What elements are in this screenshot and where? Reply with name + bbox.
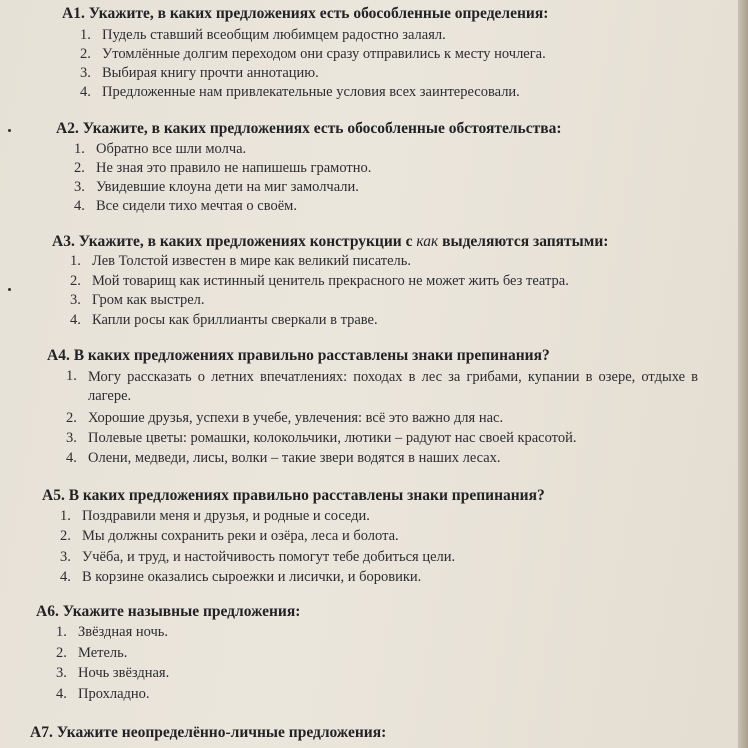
option-number: 1. <box>74 141 85 157</box>
option-text: Капли росы как бриллианты сверкали в траве. <box>92 312 378 328</box>
answer-option <box>80 46 546 63</box>
option-number: 1. <box>80 27 91 43</box>
option-number: 4. <box>66 450 77 466</box>
option-number: 1. <box>60 508 71 524</box>
option-text: Гром как выстрел. <box>92 292 205 308</box>
answer-option <box>66 410 503 427</box>
option-text: Мой товарищ как истинный ценитель прекрасного не может жить без театра. <box>92 273 569 289</box>
option-text: Могу рассказать о летних впечатлениях: походах в лес за грибами, купании в озере, отдыхе в лагере. <box>88 369 698 404</box>
option-text: Мы должны сохранить реки и озёра, леса и болота. <box>82 528 399 544</box>
option-number: 3. <box>74 179 85 195</box>
option-number: 3. <box>66 430 77 446</box>
option-number: 2. <box>56 645 67 661</box>
answer-option <box>56 686 150 703</box>
option-number: 3. <box>60 549 71 565</box>
option-number: 1. <box>66 368 77 384</box>
option-number: 1. <box>70 253 81 269</box>
option-number: 3. <box>56 665 67 681</box>
answer-option <box>74 160 371 177</box>
answer-option <box>80 84 520 101</box>
question-title: А7. Укажите неопределённо-личные предложения: <box>30 724 387 741</box>
question-title: А4. В каких предложениях правильно расставлены знаки препинания? <box>47 347 550 364</box>
option-text: Поздравили меня и друзья, и родные и соседи. <box>82 508 370 524</box>
answer-option <box>60 549 455 566</box>
answer-option <box>74 198 297 215</box>
option-number: 4. <box>60 569 71 585</box>
paper-mark <box>8 129 11 132</box>
question-title: А5. В каких предложениях правильно расставлены знаки препинания? <box>42 487 545 504</box>
option-number: 1. <box>56 624 67 640</box>
answer-option <box>60 508 370 525</box>
option-text: Прохладно. <box>78 686 150 702</box>
option-text: Звёздная ночь. <box>78 624 169 640</box>
option-number: 4. <box>56 686 67 702</box>
option-number: 4. <box>70 312 81 328</box>
option-number: 3. <box>80 65 91 81</box>
option-number: 2. <box>60 528 71 544</box>
title-emphasis: как <box>416 233 439 250</box>
option-text: Лев Толстой известен в мире как великий писатель. <box>92 253 412 269</box>
answer-option <box>74 179 359 196</box>
option-text: Ночь звёздная. <box>78 665 170 681</box>
option-number: 2. <box>70 273 81 289</box>
option-text: Полевые цветы: ромашки, колокольчики, лютики – радуют нас своей красотой. <box>88 430 577 446</box>
option-text: Обратно все шли молча. <box>96 141 247 157</box>
option-number: 3. <box>70 292 81 308</box>
answer-option <box>56 624 168 641</box>
answer-option <box>70 253 411 270</box>
option-text: Метель. <box>78 645 128 661</box>
option-text: Выбирая книгу прочти аннотацию. <box>102 65 319 81</box>
answer-option <box>66 368 698 406</box>
question-title <box>52 233 608 251</box>
option-number: 2. <box>74 160 85 176</box>
answer-option <box>66 430 576 447</box>
option-text: Олени, медведи, лисы, волки – такие звери водятся в наших лесах. <box>88 450 501 466</box>
option-text: Утомлённые долгим переходом они сразу отправились к месту ночлега. <box>102 46 546 62</box>
option-text: Хорошие друзья, успехи в учебе, увлечения: всё это важно для нас. <box>88 410 504 426</box>
option-number: 2. <box>80 46 91 62</box>
question-title: А2. Укажите, в каких предложениях есть обособленные обстоятельства: <box>56 120 562 137</box>
answer-option <box>74 141 246 158</box>
option-text: Все сидели тихо мечтая о своём. <box>96 198 297 214</box>
answer-option <box>70 292 205 309</box>
answer-option <box>70 273 569 290</box>
question-title: А6. Укажите назывные предложения: <box>36 603 301 620</box>
option-number: 2. <box>66 410 77 426</box>
option-text: Увидевшие клоуна дети на миг замолчали. <box>96 179 359 195</box>
answer-option <box>60 569 421 586</box>
option-text: Предложенные нам привлекательные условия всех заинтересовали. <box>102 84 520 100</box>
answer-option <box>56 645 127 662</box>
answer-option <box>70 312 378 329</box>
option-text: Учёба, и труд, и настойчивость помогут тебе добиться цели. <box>82 549 456 565</box>
answer-option <box>56 665 169 682</box>
option-number: 4. <box>74 198 85 214</box>
option-text: В корзине оказались сыроежки и лисички, и боровики. <box>82 569 422 585</box>
option-text: Пудель ставший всеобщим любимцем радостно залаял. <box>102 27 446 43</box>
paper-mark <box>8 288 11 291</box>
answer-option <box>66 450 501 467</box>
option-number: 4. <box>80 84 91 100</box>
option-text: Не зная это правило не напишешь грамотно. <box>96 160 372 176</box>
question-title: А1. Укажите, в каких предложениях есть обособленные определения: <box>62 5 549 22</box>
answer-option <box>80 27 446 44</box>
answer-option <box>60 528 399 545</box>
title-part: А3. Укажите, в каких предложениях конструкции с <box>52 233 417 250</box>
answer-option <box>80 65 319 82</box>
title-part: выделяются запятыми: <box>438 233 609 250</box>
